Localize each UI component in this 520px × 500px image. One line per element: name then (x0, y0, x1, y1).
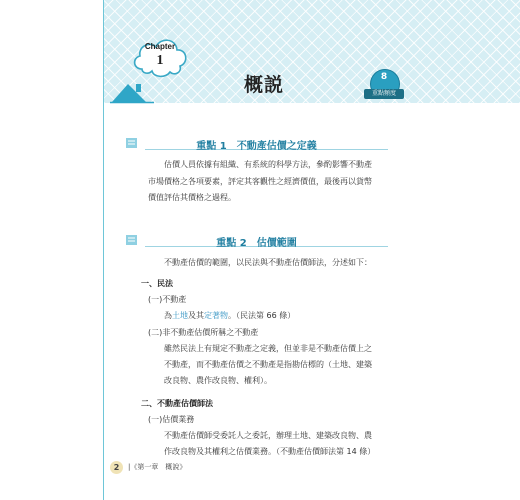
page-title: 概説 (244, 74, 285, 96)
page-number: 2 (110, 461, 123, 474)
item-heading: (一)不動產 (148, 295, 187, 304)
item-line: 不動產估價師受委託人之委託，辦理土地、建築改良物、農 (164, 431, 372, 440)
left-margin (0, 0, 103, 500)
paragraph-line: 價值評估其價格之過程。 (148, 193, 236, 202)
keyword-land: 土地 (172, 311, 188, 320)
chapter-number: 1 (156, 53, 164, 68)
part-heading: 一、民法 (141, 279, 173, 288)
item-line: 改良物、農作改良物、權利）。 (164, 376, 272, 385)
section-heading-1 (125, 137, 388, 151)
frequency-number: 8 (380, 72, 388, 82)
house-icon (110, 78, 154, 104)
item-line: 不動產，而不動產估價之不動產是指勘估標的（土地、建築 (164, 360, 372, 369)
keyword-fixture: 定著物 (204, 311, 228, 320)
frequency-label: 重點頻度 (364, 89, 404, 99)
section-title: 重點 2 估價範圍 (216, 238, 297, 249)
paragraph-line: 市場價格之各項要素，評定其客觀性之經濟價值，最後再以貨幣 (148, 177, 372, 186)
paragraph-line: 估價人員依據有組織、有系統的科學方法，參酌影響不動產 (164, 160, 372, 169)
paragraph-intro: 不動產估價的範圍，以民法與不動產估價師法，分述如下： (164, 258, 372, 267)
item-heading: (一)估價業務 (148, 415, 195, 424)
running-head: |《第一章 概說》 (128, 463, 187, 471)
chapter-label: Chapter (144, 42, 176, 51)
item-line: 作改良物及其權利之估價業務。（不動產估價師法第 14 條） (164, 447, 376, 456)
section-heading-2 (125, 234, 388, 248)
item-line: 為土地及其定著物。（民法第 66 條） (164, 311, 296, 320)
section-title: 重點 1 不動產估價之定義 (196, 141, 317, 152)
part-heading: 二、不動產估價師法 (141, 399, 213, 408)
item-heading: (二)非不動產估價所稱之不動產 (148, 328, 259, 337)
item-line: 雖然民法上有規定不動產之定義，但並非是不動產估價上之 (164, 344, 372, 353)
